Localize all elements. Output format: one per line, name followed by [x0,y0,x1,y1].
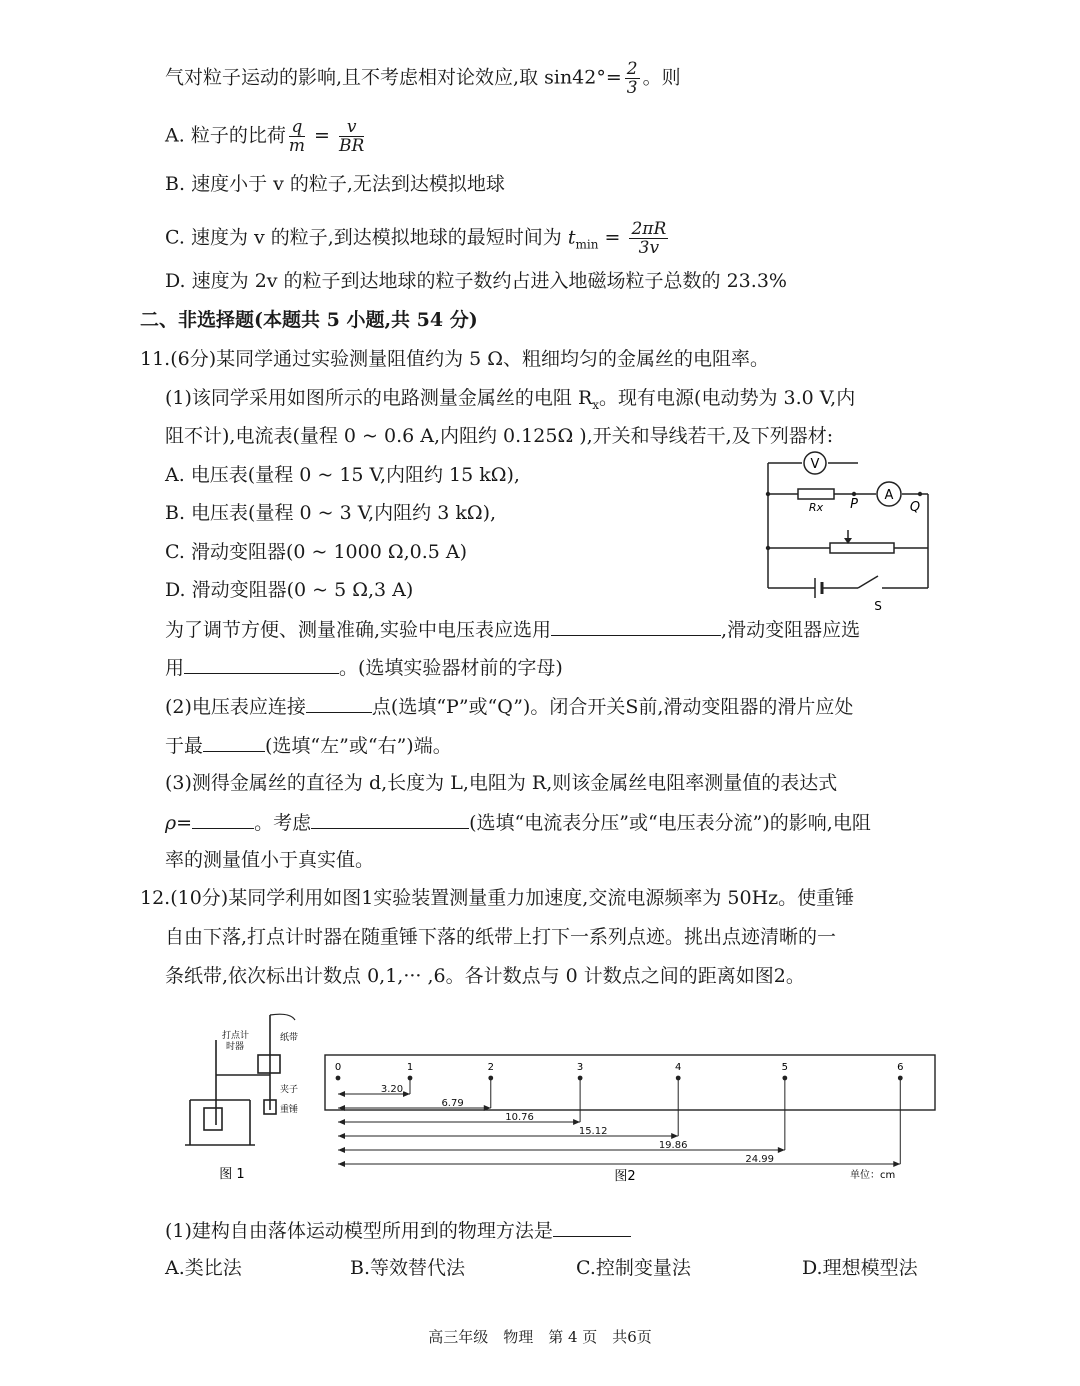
tape-point-label: 4 [675,1062,682,1073]
q11-part2: (2)电压表应连接 点(选填“P”或“Q”)。闭合开关S前,滑动变阻器的滑片应处 [165,696,854,718]
distance-arrow [338,1080,785,1153]
option-d: D. 速度为 2v 的粒子到达地球的粒子数约占进入地磁场粒子总数的 23.3% [165,270,787,292]
q12-line2: 自由下落,打点计时器在随重锤下落的纸带上打下一系列点迹。挑出点迹清晰的一 [165,926,837,948]
option-b: B. 速度小于 v 的粒子,无法到达模拟地球 [165,173,505,195]
q11-option-d: D. 滑动变阻器(0 ~ 5 Ω,3 A) [165,579,414,601]
figure-2-caption: 图2 [614,1169,636,1184]
q11-fill1-cont: 用 。(选填实验器材前的字母) [165,657,563,679]
tmin-fraction: $\frac{2\pi R}{3v}$ [631,219,667,258]
q12-sub1: (1)建构自由落体运动模型所用到的物理方法是 [165,1218,631,1243]
q-label: Q [909,500,921,515]
q12-line1: 12.(10分)某同学利用如图1实验装置测量重力加速度,交流电源频率为 50Hz。使重锤 [140,887,855,909]
weight-label: 重锤 [280,1105,299,1115]
slider-end-blank[interactable] [203,733,265,752]
unit-label: 单位：cm [850,1170,896,1181]
distance-arrow [338,1080,900,1167]
q11-option-b: B. 电压表(量程 0 ~ 3 V,内阻约 3 kΩ), [165,502,497,524]
distance-label: 10.76 [505,1112,534,1123]
rx-label: Rx [808,501,824,514]
q11-fill1: 为了调节方便、测量准确,实验中电压表应选用 ,滑动变阻器应选 [165,619,861,641]
q11-part2-cont: 于最 (选填“左”或“右”)端。 [165,735,452,757]
distance-arrow [338,1080,491,1111]
page-footer: 高三年级 物理 第 4 页 共6页 [428,1328,652,1346]
q11-part3-cont: ρ= 。考虑 (选填“电流表分压”或“电压表分流”)的影响,电阻 [165,812,871,834]
distance-label: 15.12 [578,1126,608,1137]
figure-2-tape [310,1050,940,1190]
q11-option-a: A. 电压表(量程 0 ~ 15 V,内阻约 15 kΩ), [165,464,520,486]
tape-point-label: 3 [576,1062,584,1073]
distance-label: 6.79 [441,1098,464,1109]
resistivity-blank[interactable] [192,810,254,829]
ammeter-label: A [884,488,894,503]
tape-point-2 [488,1076,493,1081]
v-over-br-fraction: $\frac{v}{BR}$ [338,117,365,156]
tape-point-label: 6 [897,1062,904,1073]
choice-b: B.等效替代法 [350,1257,466,1279]
timer-label: 打点计 [222,1031,250,1041]
q12-line3: 条纸带,依次标出计数点 0,1,··· ,6。各计数点与 0 计数点之间的距离如图2。 [165,965,805,987]
tape-point-5 [782,1076,787,1081]
tape-point-label: 2 [487,1062,494,1073]
svg-text:时器: 时器 [226,1042,245,1052]
option-a: A. 粒子的比荷 $\frac{q}{m}$ = $\frac{v}{BR}$ [165,117,365,156]
connect-point-blank[interactable] [306,694,372,713]
tape-point-4 [676,1076,681,1081]
s-label: S [874,599,882,613]
figure-1-apparatus [180,1000,310,1190]
q11-part3-end: 率的测量值小于真实值。 [165,849,375,871]
method-blank[interactable] [553,1218,631,1237]
intro-line: 气对粒子运动的影响,且不考虑相对论效应,取 sin42°= $\frac{2}{3}$ 。则 [165,59,681,98]
tape-point-label: 5 [781,1062,789,1073]
voltmeter-blank[interactable] [551,617,721,636]
section-heading: 二、非选择题(本题共 5 小题,共 54 分) [140,309,478,331]
choice-d: D.理想模型法 [802,1257,918,1279]
q11-option-c: C. 滑动变阻器(0 ~ 1000 Ω,0.5 A) [165,541,468,563]
error-source-blank[interactable] [311,810,469,829]
tape-point-label: 0 [334,1062,342,1073]
tape-point-6 [898,1076,903,1081]
distance-label: 3.20 [380,1084,404,1095]
figure-1-caption: 图 1 [219,1167,245,1182]
p-label: P [850,497,858,512]
distance-label: 24.99 [745,1154,775,1165]
tape-label: 纸带 [280,1033,299,1043]
rheostat-blank[interactable] [184,655,339,674]
tape-point-3 [578,1076,583,1081]
tape-point-0 [336,1076,341,1081]
q11-part1: (1)该同学采用如图所示的电路测量金属丝的电阻 $R_x$。现有电源(电动势为 3.0 V,内 [165,387,856,412]
q11-part1-cont: 阻不计),电流表(量程 0 ~ 0.6 A,内阻约 0.125Ω ),开关和导线若干,及下列器材: [165,425,834,447]
choice-c: C.控制变量法 [576,1257,691,1279]
choice-a: A.类比法 [165,1257,242,1279]
intro-prefix: 气对粒子运动的影响,且不考虑相对论效应,取 sin42°= [165,66,622,89]
tape-point-label: 1 [406,1062,414,1073]
voltmeter-label: V [810,457,820,472]
q11-part3: (3)测得金属丝的直径为 d,长度为 L,电阻为 R,则该金属丝电阻率测量值的表达式 [165,772,838,794]
charge-ratio-fraction: $\frac{q}{m}$ [288,117,305,156]
sin-fraction: $\frac{2}{3}$ [626,59,638,98]
tape-point-1 [408,1076,413,1081]
q11-stem: 11.(6分)某同学通过实验测量阻值约为 5 Ω、粗细均匀的金属丝的电阻率。 [140,348,770,370]
distance-label: 19.86 [658,1140,688,1151]
circuit-diagram [760,448,940,618]
option-c: C. 速度为 v 的粒子,到达模拟地球的最短时间为 $t_{min}$ = $\frac{2\pi R}{3v}$ [165,219,667,258]
clip-label: 夹子 [280,1085,299,1095]
